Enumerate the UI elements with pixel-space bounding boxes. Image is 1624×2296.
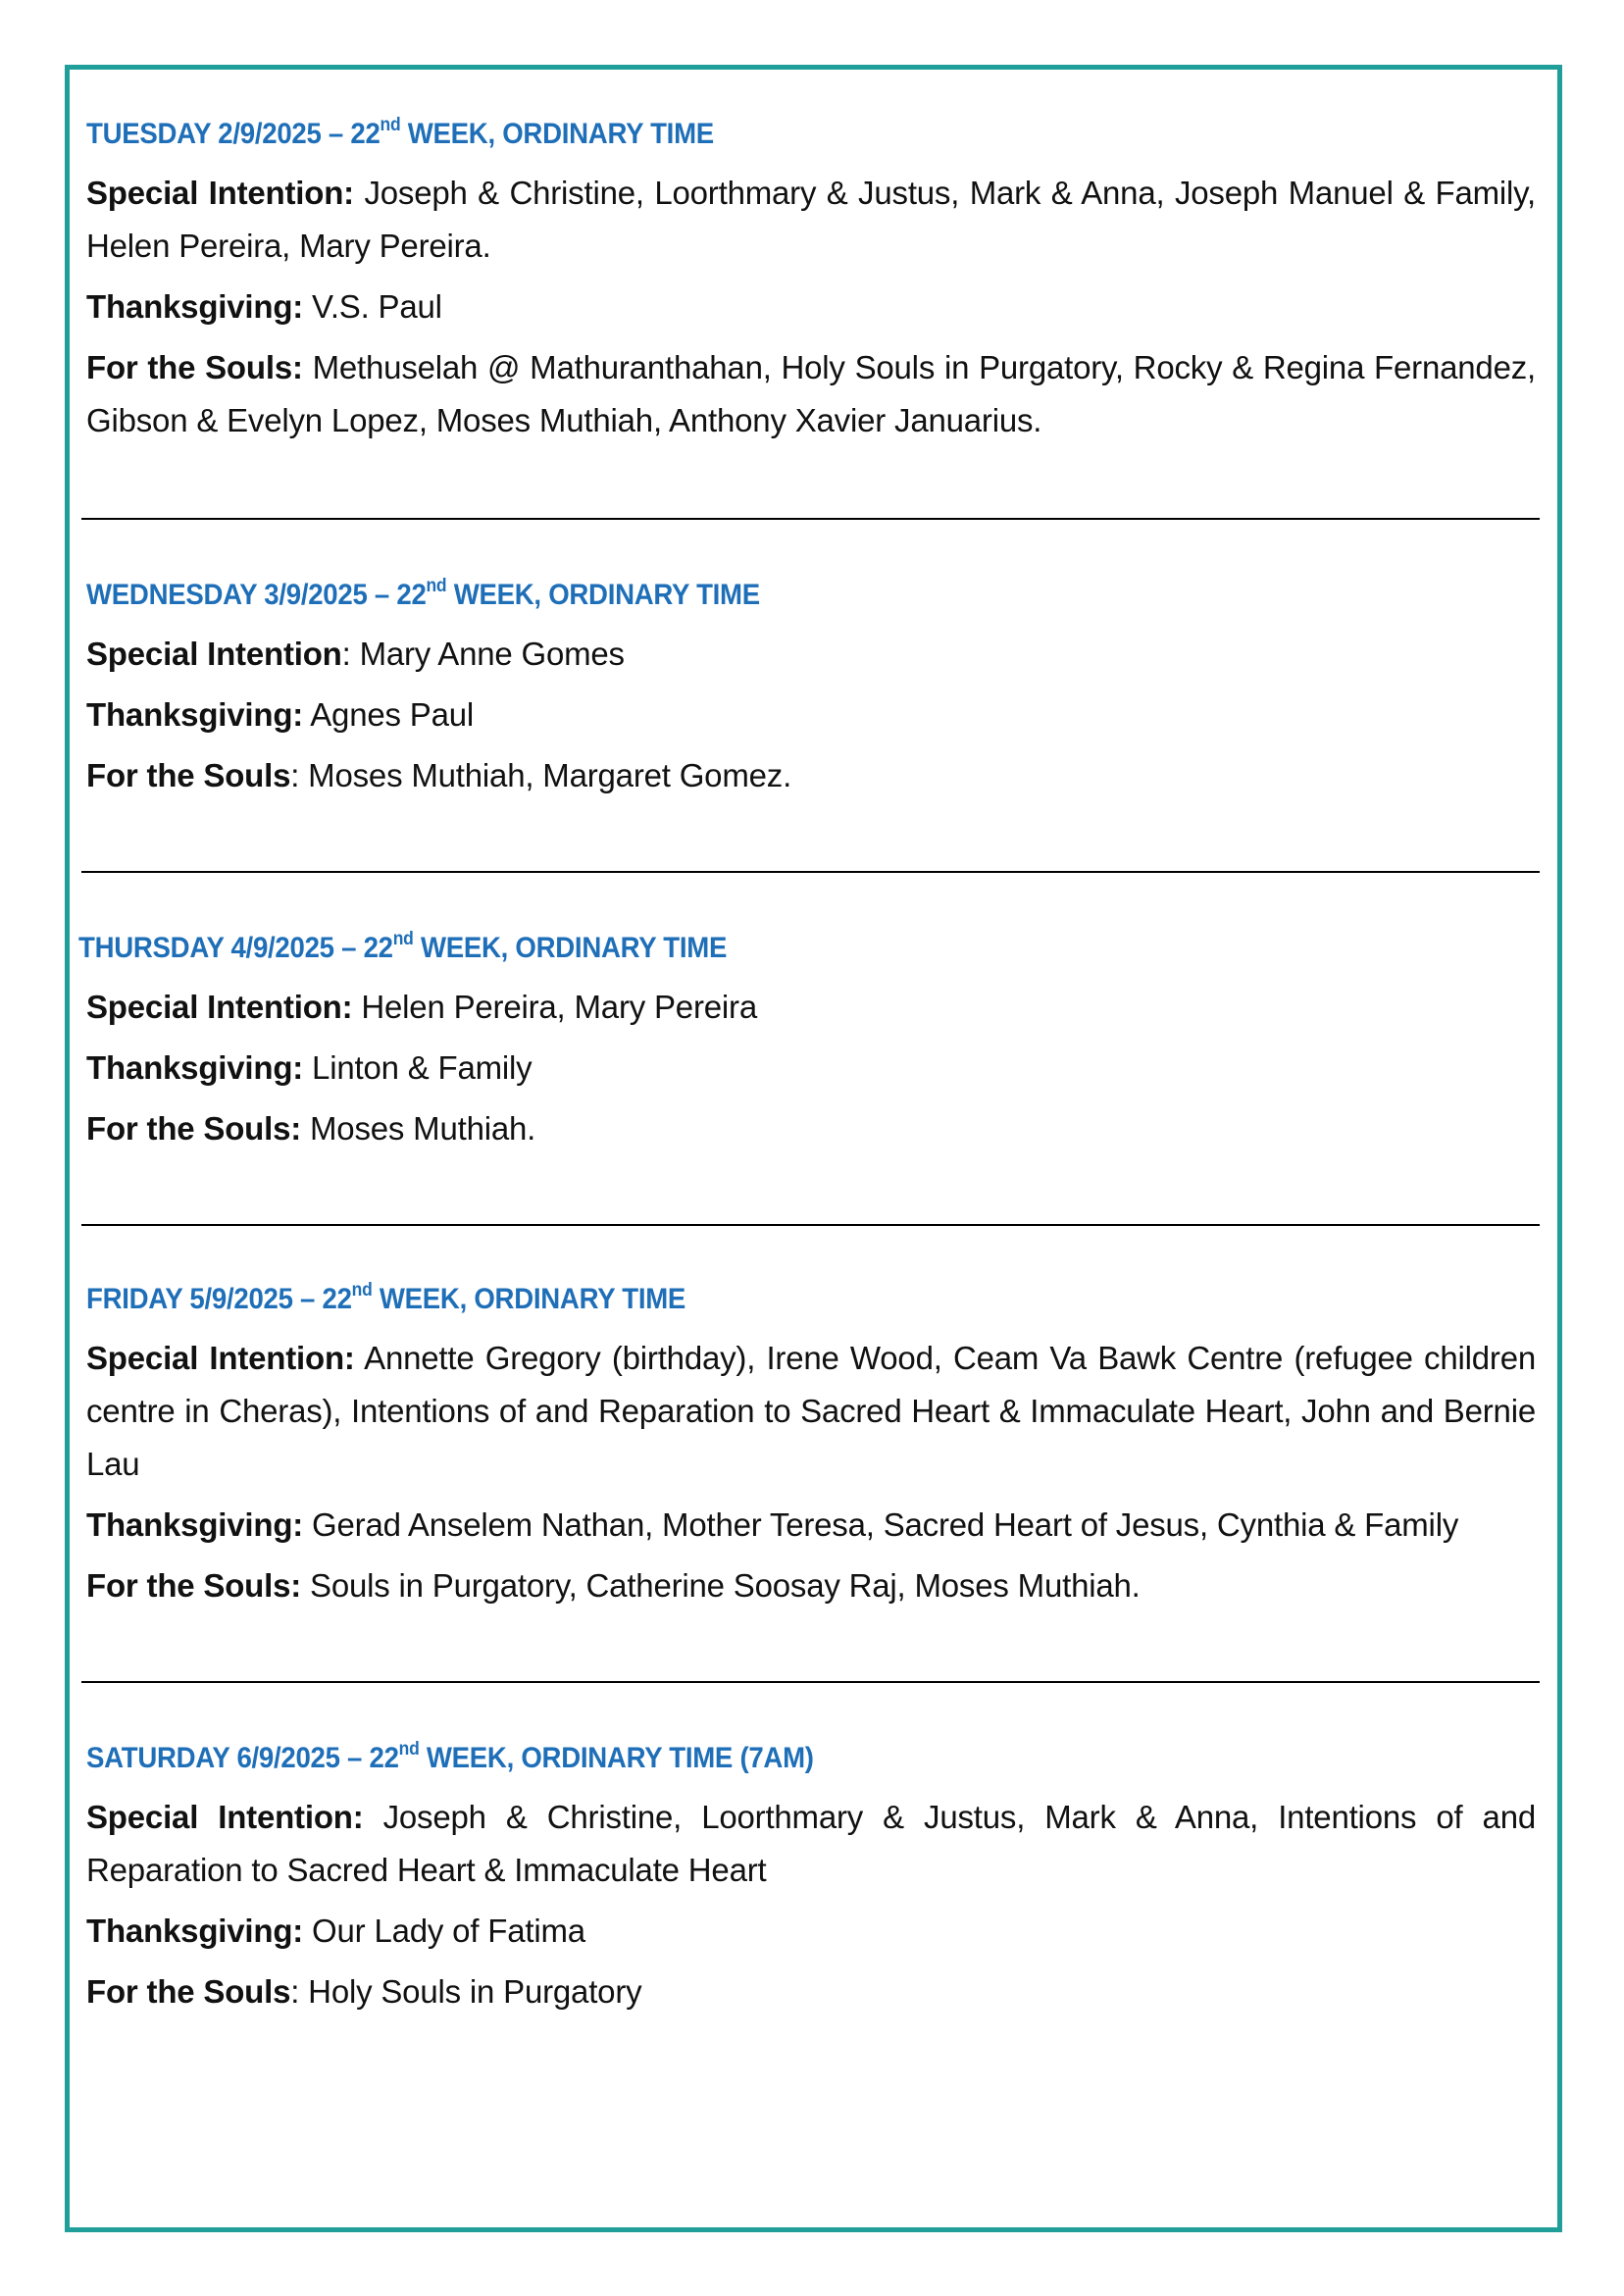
thanksgiving: Thanksgiving: V.S. Paul — [86, 288, 442, 325]
special-intention: Special Intention: Helen Pereira, Mary Pereira — [86, 989, 757, 1025]
day-heading: SATURDAY 6/9/2025 – 22nd WEEK, ORDINARY TIME (7AM) — [86, 1739, 814, 1774]
special-intention: Special Intention: Joseph & Christine, Loorthmary & Justus, Mark & Anna, Joseph Manuel & Family, Helen Pereira, Mary Pereira. — [86, 175, 1536, 264]
thanksgiving: Thanksgiving: Linton & Family — [86, 1049, 533, 1086]
day-heading: TUESDAY 2/9/2025 – 22nd WEEK, ORDINARY TIME — [86, 115, 714, 150]
day-section-wednesday — [86, 576, 1536, 810]
thanksgiving: Thanksgiving: Agnes Paul — [86, 696, 475, 733]
thanksgiving: Thanksgiving: Gerad Anselem Nathan, Mother Teresa, Sacred Heart of Jesus, Cynthia & Family — [86, 1506, 1459, 1543]
special-intention: Special Intention: Mary Anne Gomes — [86, 636, 625, 672]
for-the-souls: For the Souls: Moses Muthiah, Margaret Gomez. — [86, 757, 792, 793]
day-section-friday — [86, 1280, 1537, 1620]
day-heading: THURSDAY 4/9/2025 – 22nd WEEK, ORDINARY TIME — [78, 929, 728, 964]
day-section-tuesday — [86, 115, 1536, 455]
day-section-saturday — [86, 1739, 1537, 2026]
special-intention: Special Intention: Annette Gregory (birthday), Irene Wood, Ceam Va Bawk Centre (refugee children centre in Cheras), Intentions of and Reparation to Sacred Heart & Immaculate Heart, John and Bernie Lau — [86, 1340, 1537, 1482]
day-heading: WEDNESDAY 3/9/2025 – 22nd WEEK, ORDINARY TIME — [86, 576, 760, 611]
thanksgiving: Thanksgiving: Our Lady of Fatima — [86, 1913, 585, 1949]
day-heading: FRIDAY 5/9/2025 – 22nd WEEK, ORDINARY TIME — [86, 1280, 686, 1315]
for-the-souls: For the Souls: Holy Souls in Purgatory — [86, 1973, 642, 2010]
section-divider — [81, 1224, 1540, 1226]
for-the-souls: For the Souls: Souls in Purgatory, Catherine Soosay Raj, Moses Muthiah. — [86, 1567, 1141, 1604]
day-section-thursday — [78, 929, 1536, 1163]
special-intention: Special Intention: Joseph & Christine, Loorthmary & Justus, Mark & Anna, Intentions of and Reparation to Sacred Heart & Immaculate Heart — [86, 1799, 1537, 1888]
section-divider — [81, 1681, 1540, 1683]
for-the-souls: For the Souls: Methuselah @ Mathuranthahan, Holy Souls in Purgatory, Rocky & Regina Fernandez, Gibson & Evelyn Lopez, Moses Muthiah, Anthony Xavier Januarius. — [86, 349, 1536, 438]
for-the-souls: For the Souls: Moses Muthiah. — [86, 1110, 536, 1147]
section-divider — [81, 518, 1540, 520]
section-divider — [81, 871, 1540, 873]
